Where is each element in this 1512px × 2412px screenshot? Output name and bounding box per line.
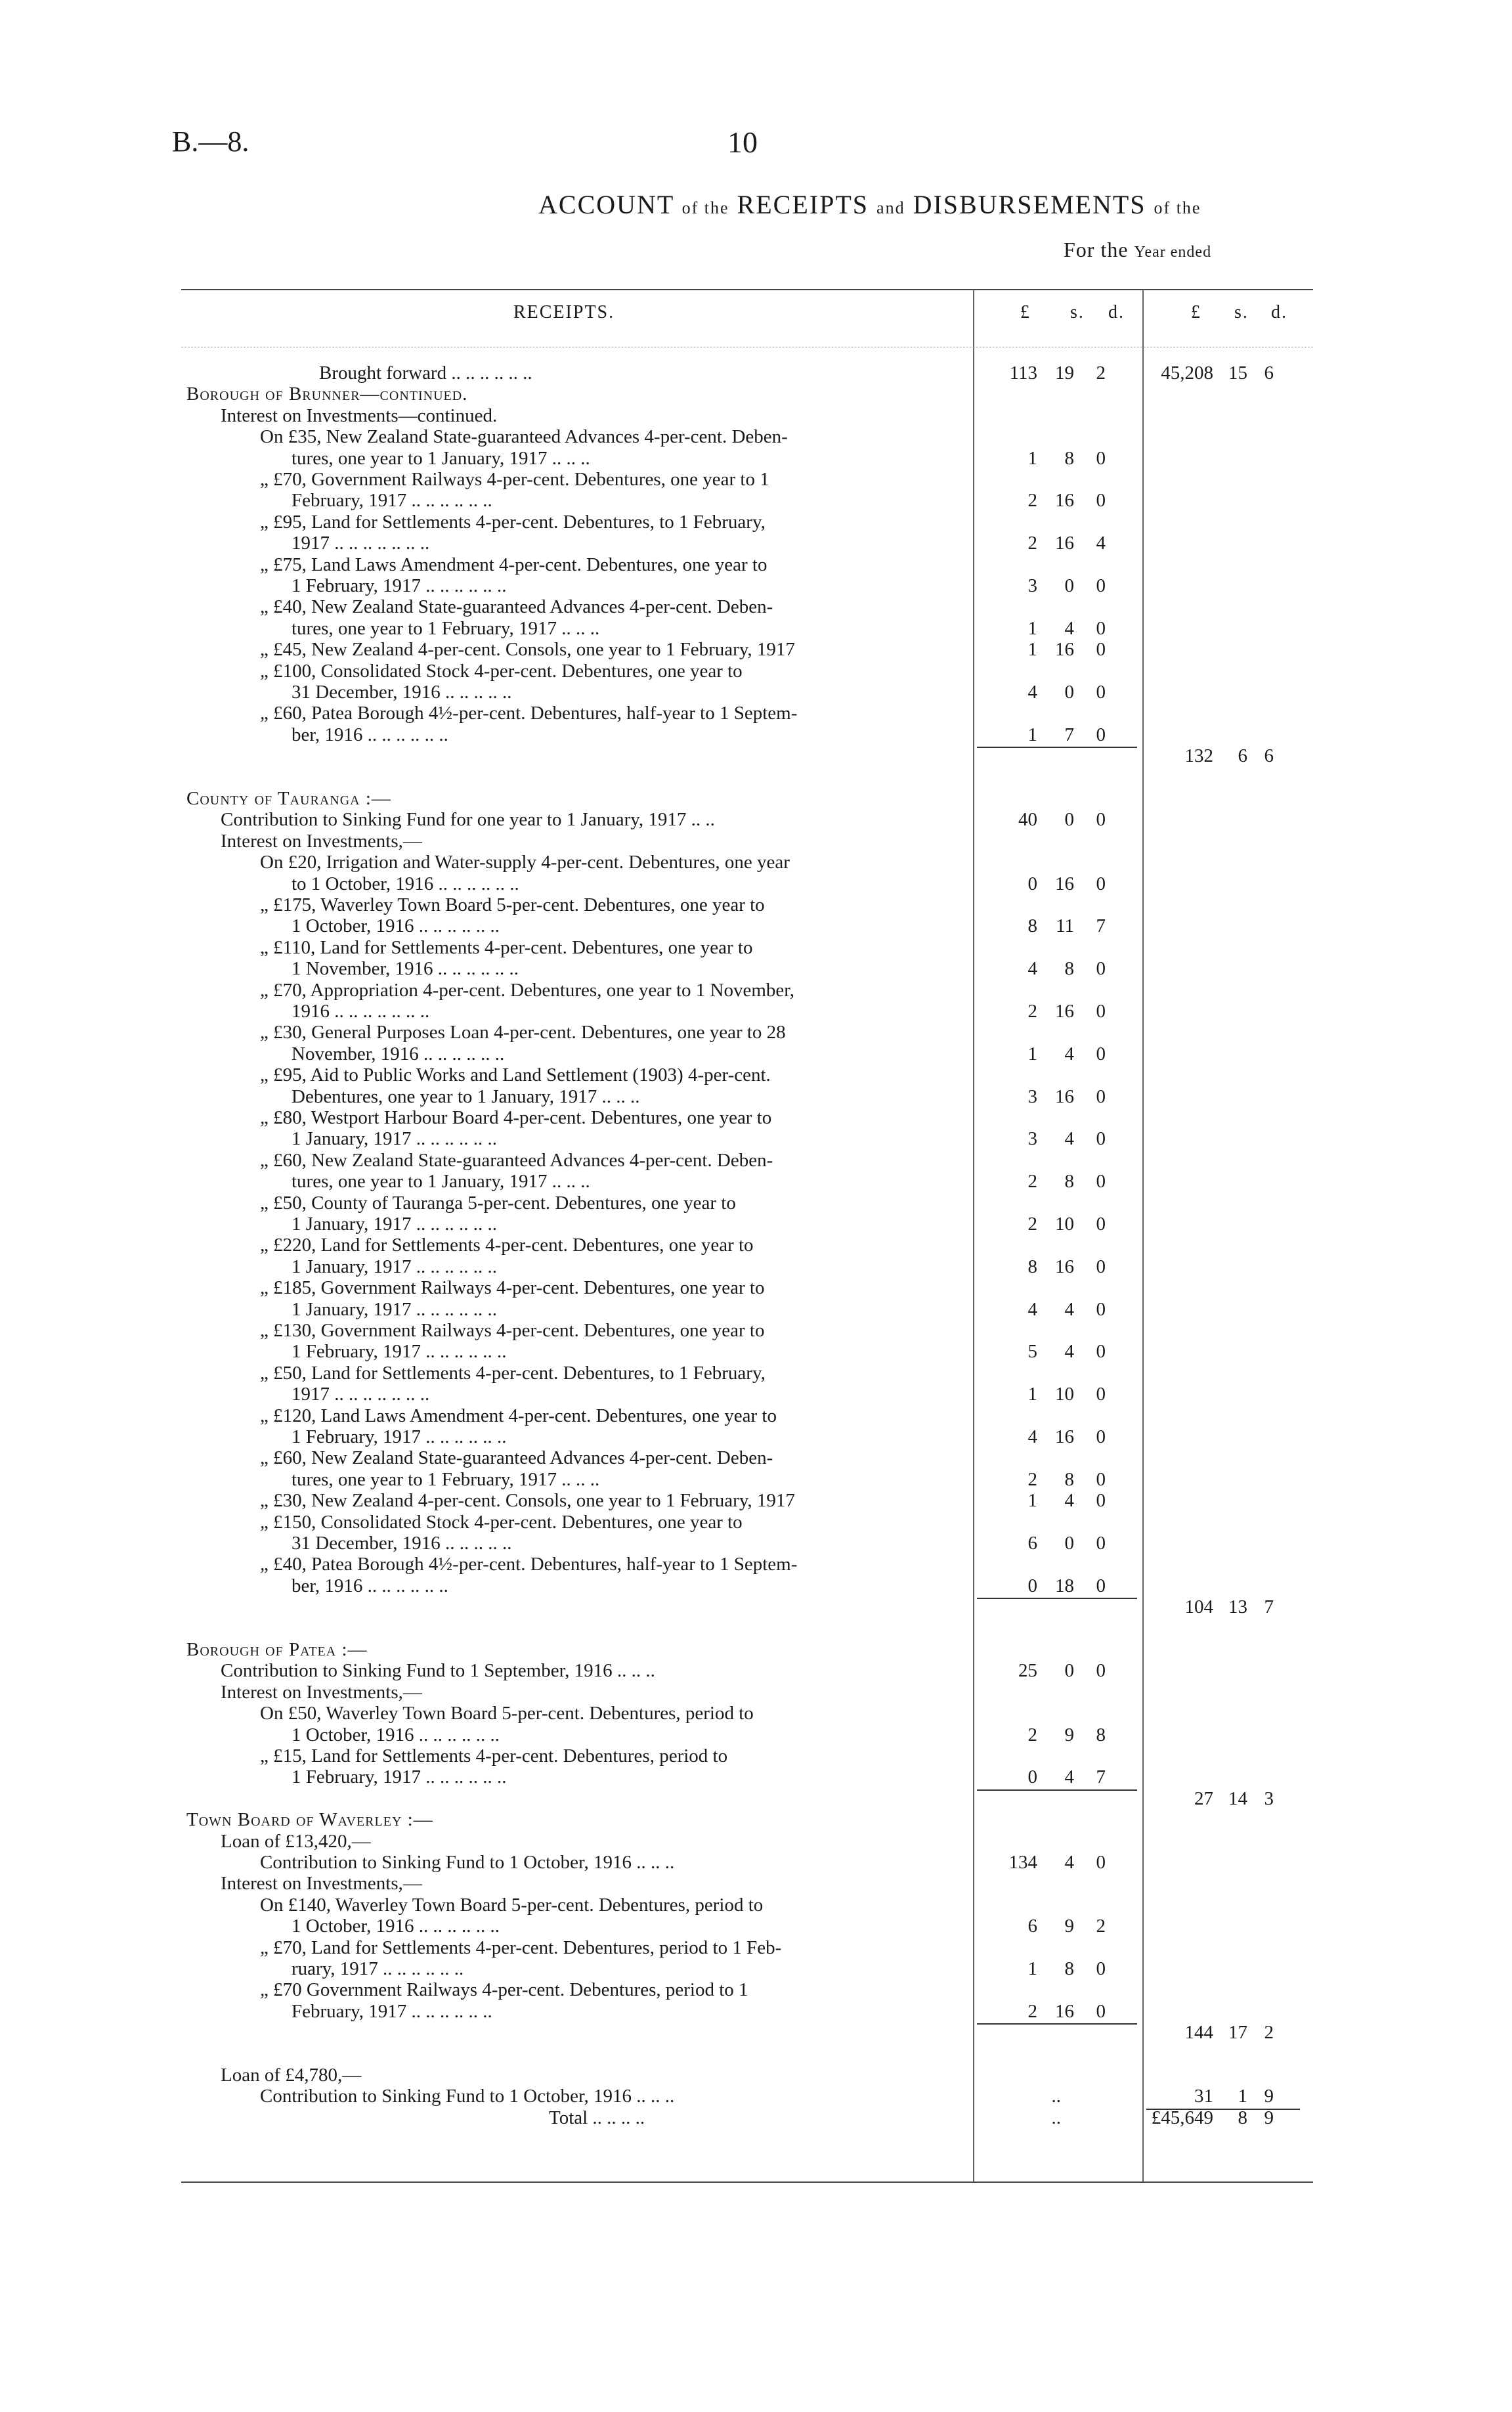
total-cell: 144 (1184, 2022, 1213, 2044)
amount-cell: 0 (1096, 639, 1106, 661)
table-row-text: „ £95, Land for Settlements 4-per-cent. Debentures, to 1 February, (260, 511, 766, 533)
table-row-text: „ £15, Land for Settlements 4-per-cent. Debentures, period to (260, 1745, 728, 1766)
total-cell: 15 (1228, 362, 1247, 384)
table-row-text: 31 December, 1916 .. .. .. .. .. (292, 682, 512, 703)
amount-cell: 0 (1027, 1575, 1037, 1596)
table-row-text: Interest on Investments,— (221, 1873, 422, 1895)
table-row-text: On £20, Irrigation and Water-supply 4-per-cent. Debentures, one year (260, 852, 790, 873)
amount-cell: 0 (1096, 724, 1106, 745)
total-cell: 1 (1238, 2086, 1247, 2107)
amount-cell: 0 (1096, 1256, 1106, 1277)
table-row-text: 31 December, 1916 .. .. .. .. .. (292, 1533, 512, 1554)
amount-cell: 4 (1064, 1490, 1074, 1512)
amount-cell: 4 (1096, 533, 1106, 554)
amount-cell: 2 (1096, 362, 1106, 384)
table-row-text: February, 1917 .. .. .. .. .. .. (292, 2000, 492, 2022)
amount-cell: 0 (1096, 1171, 1106, 1193)
table-row-text: Town Board of Waverley :— (186, 1809, 433, 1831)
table-row-text: Interest on Investments,— (221, 830, 422, 852)
total-cell: 8 (1238, 2107, 1247, 2128)
amount-cell: 8 (1064, 1171, 1074, 1193)
amount-cell: 1 (1027, 724, 1037, 745)
table-row-text: Borough of Brunner—continued. (186, 384, 468, 405)
title-part: of the (681, 198, 729, 217)
table-row-text: ruary, 1917 .. .. .. .. .. .. (292, 1958, 464, 1979)
amount-cell: 2 (1027, 1214, 1037, 1235)
amount-cell: 4 (1027, 1426, 1037, 1447)
amount-cell: 7 (1096, 1766, 1106, 1788)
amount-cell: 0 (1064, 1660, 1074, 1682)
total-cell: 6 (1238, 745, 1247, 767)
amount-cell: 5 (1027, 1341, 1037, 1363)
table-row-text: tures, one year to 1 February, 1917 .. .. .. (292, 617, 600, 639)
subtotal-rule (977, 1598, 1137, 1599)
amount-cell: 0 (1096, 1490, 1106, 1512)
amount-cell: 0 (1096, 958, 1106, 980)
amount-cell: 2 (1027, 1001, 1037, 1022)
amount-cell: 19 (1055, 362, 1074, 384)
amount-cell: 0 (1096, 1384, 1106, 1405)
amount-cell: 134 (1008, 1852, 1037, 1873)
table-row-text: 1 January, 1917 .. .. .. .. .. .. (292, 1256, 498, 1277)
table-row-text: „ £40, New Zealand State-guaranteed Advances 4-per-cent. Deben- (260, 596, 773, 618)
amount-cell: 0 (1096, 682, 1106, 703)
amount-cell: 0 (1096, 1043, 1106, 1064)
table-row-text: „ £80, Westport Harbour Board 4-per-cent. Debentures, one year to (260, 1107, 772, 1128)
title-part: ACCOUNT (538, 190, 674, 219)
amount-cell: 40 (1018, 809, 1037, 831)
amount-cell: 2 (1096, 1916, 1106, 1937)
total-cell: 132 (1184, 745, 1213, 767)
amount-cell: 0 (1096, 1660, 1106, 1682)
amount-cell: 0 (1096, 447, 1106, 469)
amount-cell: 2 (1027, 533, 1037, 554)
table-row-text: „ £95, Aid to Public Works and Land Settlement (1903) 4-per-cent. (260, 1064, 771, 1086)
table-row-text: Loan of £4,780,— (221, 2065, 362, 2086)
total-cell: 3 (1264, 1787, 1274, 1809)
amount-cell: 25 (1018, 1660, 1037, 1682)
amount-cell: 0 (1064, 575, 1074, 596)
table-row-text: „ £30, New Zealand 4-per-cent. Consols, one year to 1 February, 1917 (260, 1490, 795, 1512)
subtitle-part: Year ended (1134, 244, 1212, 261)
table-row-text: 1 February, 1917 .. .. .. .. .. .. (292, 1341, 507, 1363)
amount-cell: 8 (1064, 958, 1074, 980)
amount-cell: 1 (1027, 617, 1037, 639)
table-row-text: 1916 .. .. .. .. .. .. .. (292, 1001, 430, 1022)
amount-cell: 0 (1027, 1766, 1037, 1788)
table-row-text: „ £60, New Zealand State-guaranteed Advances 4-per-cent. Deben- (260, 1149, 773, 1171)
table-row-text: „ £220, Land for Settlements 4-per-cent. Debentures, one year to (260, 1235, 754, 1256)
table-row-text: 1 October, 1916 .. .. .. .. .. .. (292, 915, 500, 937)
table-row-text: Loan of £13,420,— (221, 1830, 371, 1852)
page-number: 10 (727, 125, 758, 159)
amount-cell: 2 (1027, 490, 1037, 512)
amount-cell: 8 (1027, 915, 1037, 937)
title-part: and (876, 198, 905, 217)
total-cell: 45,208 (1161, 362, 1213, 384)
amount-cell: 10 (1055, 1214, 1074, 1235)
amount-cell: 0 (1096, 1468, 1106, 1490)
amount-cell: 3 (1027, 1085, 1037, 1107)
receipts-column-header: RECEIPTS. (513, 302, 615, 322)
amount-cell: 4 (1064, 1298, 1074, 1320)
table-row-text: On £50, Waverley Town Board 5-per-cent. Debentures, period to (260, 1703, 754, 1724)
table-row-text: tures, one year to 1 February, 1917 .. .. .. (292, 1468, 600, 1490)
amount-cell: 0 (1096, 490, 1106, 512)
amount-cell: 0 (1096, 1575, 1106, 1596)
amount-cell: 16 (1055, 1085, 1074, 1107)
total-cell: 104 (1184, 1596, 1213, 1618)
amount-cell: 4 (1064, 617, 1074, 639)
table-row-text: „ £40, Patea Borough 4½-per-cent. Debentures, half-year to 1 Septem- (260, 1554, 798, 1575)
table-row-text: ber, 1916 .. .. .. .. .. .. (292, 724, 448, 745)
table-row-text: Borough of Patea :— (186, 1639, 368, 1660)
amount-cell: 9 (1064, 1916, 1074, 1937)
pence-column-header: d. (1108, 302, 1125, 322)
amount-cell: 7 (1096, 915, 1106, 937)
amount-cell: .. (1051, 2107, 1061, 2128)
amount-cell: 0 (1096, 1426, 1106, 1447)
amount-cell: 16 (1055, 533, 1074, 554)
table-row-text: On £35, New Zealand State-guaranteed Advances 4-per-cent. Deben- (260, 426, 788, 448)
table-row-text: Contribution to Sinking Fund to 1 October, 1916 .. .. .. (260, 2086, 675, 2107)
shillings-column-header: s. (1070, 302, 1085, 322)
page-subtitle (1064, 238, 1211, 262)
table-row-text: 1 February, 1917 .. .. .. .. .. .. (292, 575, 507, 596)
table-row-text: Interest on Investments,— (221, 1681, 422, 1703)
table-row-text: 1 January, 1917 .. .. .. .. .. .. (292, 1128, 498, 1150)
amount-cell: 4 (1064, 1128, 1074, 1150)
table-row-text: „ £110, Land for Settlements 4-per-cent. Debentures, one year to (260, 936, 753, 958)
table-row-text: 1 November, 1916 .. .. .. .. .. .. (292, 958, 519, 980)
receipts-table (181, 289, 1313, 2183)
amount-cell: 8 (1064, 1958, 1074, 1979)
amount-cell: 0 (1096, 1001, 1106, 1022)
table-row-text: Brought forward .. .. .. .. .. .. (319, 362, 532, 384)
table-row-text: tures, one year to 1 January, 1917 .. .. .. (292, 1171, 590, 1193)
table-row-text: Contribution to Sinking Fund to 1 October, 1916 .. .. .. (260, 1852, 675, 1873)
total-cell: 31 (1194, 2086, 1213, 2107)
table-row-text: „ £150, Consolidated Stock 4-per-cent. Debentures, one year to (260, 1511, 743, 1533)
table-row-text: 1 February, 1917 .. .. .. .. .. .. (292, 1766, 507, 1788)
title-part: RECEIPTS (737, 190, 869, 219)
amount-cell: 0 (1096, 1533, 1106, 1554)
amount-cell: 4 (1027, 1298, 1037, 1320)
amount-cell: 0 (1096, 1341, 1106, 1363)
subtotal-rule (977, 1789, 1137, 1791)
amount-cell: 4 (1064, 1852, 1074, 1873)
amount-cell: 0 (1096, 809, 1106, 831)
table-row-text: „ £50, County of Tauranga 5-per-cent. Debentures, one year to (260, 1192, 736, 1214)
table-row-text: „ £50, Land for Settlements 4-per-cent. Debentures, to 1 February, (260, 1362, 766, 1384)
amount-cell: 2 (1027, 1724, 1037, 1745)
amount-cell: 0 (1096, 575, 1106, 596)
table-row-text: tures, one year to 1 January, 1917 .. .. .. (292, 447, 590, 469)
amount-cell: 0 (1096, 1958, 1106, 1979)
table-row-text: November, 1916 .. .. .. .. .. .. (292, 1043, 505, 1064)
table-body (181, 290, 1313, 2182)
amount-cell: 1 (1027, 1384, 1037, 1405)
amount-cell: 8 (1064, 447, 1074, 469)
table-row-text: 1 January, 1917 .. .. .. .. .. .. (292, 1214, 498, 1235)
amount-cell: 8 (1096, 1724, 1106, 1745)
table-row-text: On £140, Waverley Town Board 5-per-cent. Debentures, period to (260, 1894, 764, 1916)
amount-cell: 18 (1055, 1575, 1074, 1596)
table-row-text: 1917 .. .. .. .. .. .. .. (292, 533, 430, 554)
amount-cell: 3 (1027, 1128, 1037, 1150)
amount-cell: 16 (1055, 2000, 1074, 2022)
amount-cell: 3 (1027, 575, 1037, 596)
table-row-text: February, 1917 .. .. .. .. .. .. (292, 490, 492, 512)
total-cell: 2 (1264, 2022, 1274, 2044)
amount-cell: 0 (1064, 1533, 1074, 1554)
amount-cell: 1 (1027, 1958, 1037, 1979)
amount-cell: 0 (1096, 617, 1106, 639)
table-row-text: 1 January, 1917 .. .. .. .. .. .. (292, 1298, 498, 1320)
total-cell: 6 (1264, 362, 1274, 384)
amount-cell: 16 (1055, 1001, 1074, 1022)
title-part: of the (1154, 198, 1201, 217)
table-row-text: „ £175, Waverley Town Board 5-per-cent. Debentures, one year to (260, 894, 765, 915)
table-row-text: 1 October, 1916 .. .. .. .. .. .. (292, 1724, 500, 1745)
amount-cell: 0 (1096, 1852, 1106, 1873)
amount-cell: 1 (1027, 1043, 1037, 1064)
pound-total-column-header: £ (1191, 302, 1201, 322)
total-cell: 9 (1264, 2086, 1274, 2107)
amount-cell: 1 (1027, 447, 1037, 469)
amount-cell: 16 (1055, 1426, 1074, 1447)
table-row-text: Interest on Investments—continued. (221, 405, 498, 426)
subtotal-rule (977, 747, 1137, 748)
table-row-text: „ £45, New Zealand 4-per-cent. Consols, one year to 1 February, 1917 (260, 639, 795, 661)
pence-total-column-header: d. (1271, 302, 1287, 322)
amount-cell: 113 (1009, 362, 1037, 384)
amount-cell: 0 (1096, 1128, 1106, 1150)
amount-cell: 0 (1064, 809, 1074, 831)
table-row-text: „ £130, Government Railways 4-per-cent. Debentures, one year to (260, 1320, 765, 1341)
document-reference: B.—8. (172, 125, 249, 158)
amount-cell: 16 (1055, 873, 1074, 894)
table-row-text: „ £70 Government Railways 4-per-cent. Debentures, period to 1 (260, 1979, 748, 2001)
table-row-text: Contribution to Sinking Fund to 1 September, 1916 .. .. .. (221, 1660, 655, 1682)
table-row-text: „ £70, Appropriation 4-per-cent. Debentures, one year to 1 November, (260, 979, 795, 1001)
shillings-total-column-header: s. (1234, 302, 1249, 322)
table-row-text: 1 February, 1917 .. .. .. .. .. .. (292, 1426, 507, 1447)
table-row-text: „ £60, New Zealand State-guaranteed Advances 4-per-cent. Deben- (260, 1447, 773, 1469)
table-row-text: to 1 October, 1916 .. .. .. .. .. .. (292, 873, 519, 894)
amount-cell: 6 (1027, 1916, 1037, 1937)
amount-cell: 16 (1055, 1256, 1074, 1277)
total-cell: 14 (1228, 1787, 1247, 1809)
amount-cell: 0 (1096, 2000, 1106, 2022)
amount-cell: 10 (1055, 1384, 1074, 1405)
amount-cell: 1 (1027, 639, 1037, 661)
amount-cell: 2 (1027, 1171, 1037, 1193)
amount-cell: 2 (1027, 2000, 1037, 2022)
table-row-text: 1917 .. .. .. .. .. .. .. (292, 1384, 430, 1405)
table-row-text: „ £60, Patea Borough 4½-per-cent. Debentures, half-year to 1 Septem- (260, 703, 798, 724)
title-part: DISBURSEMENTS (913, 190, 1146, 219)
amount-cell: 7 (1064, 724, 1074, 745)
subtitle-part: For the (1064, 238, 1129, 261)
table-row-text: „ £70, Government Railways 4-per-cent. Debentures, one year to 1 (260, 469, 769, 490)
total-cell: 27 (1194, 1787, 1213, 1809)
table-row-text: County of Tauranga :— (186, 788, 391, 809)
total-cell: 9 (1264, 2107, 1274, 2128)
amount-cell: 0 (1064, 682, 1074, 703)
table-row-text: „ £30, General Purposes Loan 4-per-cent. Debentures, one year to 28 (260, 1022, 786, 1043)
amount-cell: 0 (1096, 1085, 1106, 1107)
table-row-text: 1 October, 1916 .. .. .. .. .. .. (292, 1916, 500, 1937)
table-row-text: „ £75, Land Laws Amendment 4-per-cent. Debentures, one year to (260, 554, 767, 575)
pound-column-header: £ (1020, 302, 1031, 322)
total-cell: £45,649 (1151, 2107, 1213, 2128)
amount-cell: 4 (1027, 682, 1037, 703)
amount-cell: 0 (1027, 873, 1037, 894)
table-row-text: „ £185, Government Railways 4-per-cent. Debentures, one year to (260, 1277, 765, 1299)
table-row-text: Debentures, one year to 1 January, 1917 .. .. .. (292, 1085, 640, 1107)
amount-cell: 8 (1027, 1256, 1037, 1277)
amount-cell: .. (1051, 2086, 1061, 2107)
amount-cell: 2 (1027, 1468, 1037, 1490)
amount-cell: 4 (1064, 1341, 1074, 1363)
amount-cell: 6 (1027, 1533, 1037, 1554)
amount-cell: 11 (1056, 915, 1074, 937)
amount-cell: 4 (1064, 1043, 1074, 1064)
amount-cell: 9 (1064, 1724, 1074, 1745)
table-row-text: Contribution to Sinking Fund for one year to 1 January, 1917 .. .. (221, 809, 715, 831)
amount-cell: 0 (1096, 1214, 1106, 1235)
total-cell: 6 (1264, 745, 1274, 767)
total-cell: 7 (1264, 1596, 1274, 1618)
page-title (538, 189, 1201, 220)
amount-cell: 8 (1064, 1468, 1074, 1490)
amount-cell: 0 (1096, 1298, 1106, 1320)
total-cell: 17 (1228, 2022, 1247, 2044)
amount-cell: 16 (1055, 639, 1074, 661)
amount-cell: 16 (1055, 490, 1074, 512)
amount-cell: 0 (1096, 873, 1106, 894)
table-row-text: Total .. .. .. .. (549, 2107, 645, 2128)
total-cell: 13 (1228, 1596, 1247, 1618)
subtotal-rule (977, 2023, 1137, 2025)
table-row-text: „ £120, Land Laws Amendment 4-per-cent. Debentures, one year to (260, 1405, 777, 1426)
amount-cell: 4 (1064, 1766, 1074, 1788)
table-row-text: ber, 1916 .. .. .. .. .. .. (292, 1575, 448, 1596)
amount-cell: 4 (1027, 958, 1037, 980)
table-row-text: „ £70, Land for Settlements 4-per-cent. Debentures, period to 1 Feb- (260, 1937, 782, 1958)
table-row-text: „ £100, Consolidated Stock 4-per-cent. Debentures, one year to (260, 660, 743, 682)
amount-cell: 1 (1027, 1490, 1037, 1512)
